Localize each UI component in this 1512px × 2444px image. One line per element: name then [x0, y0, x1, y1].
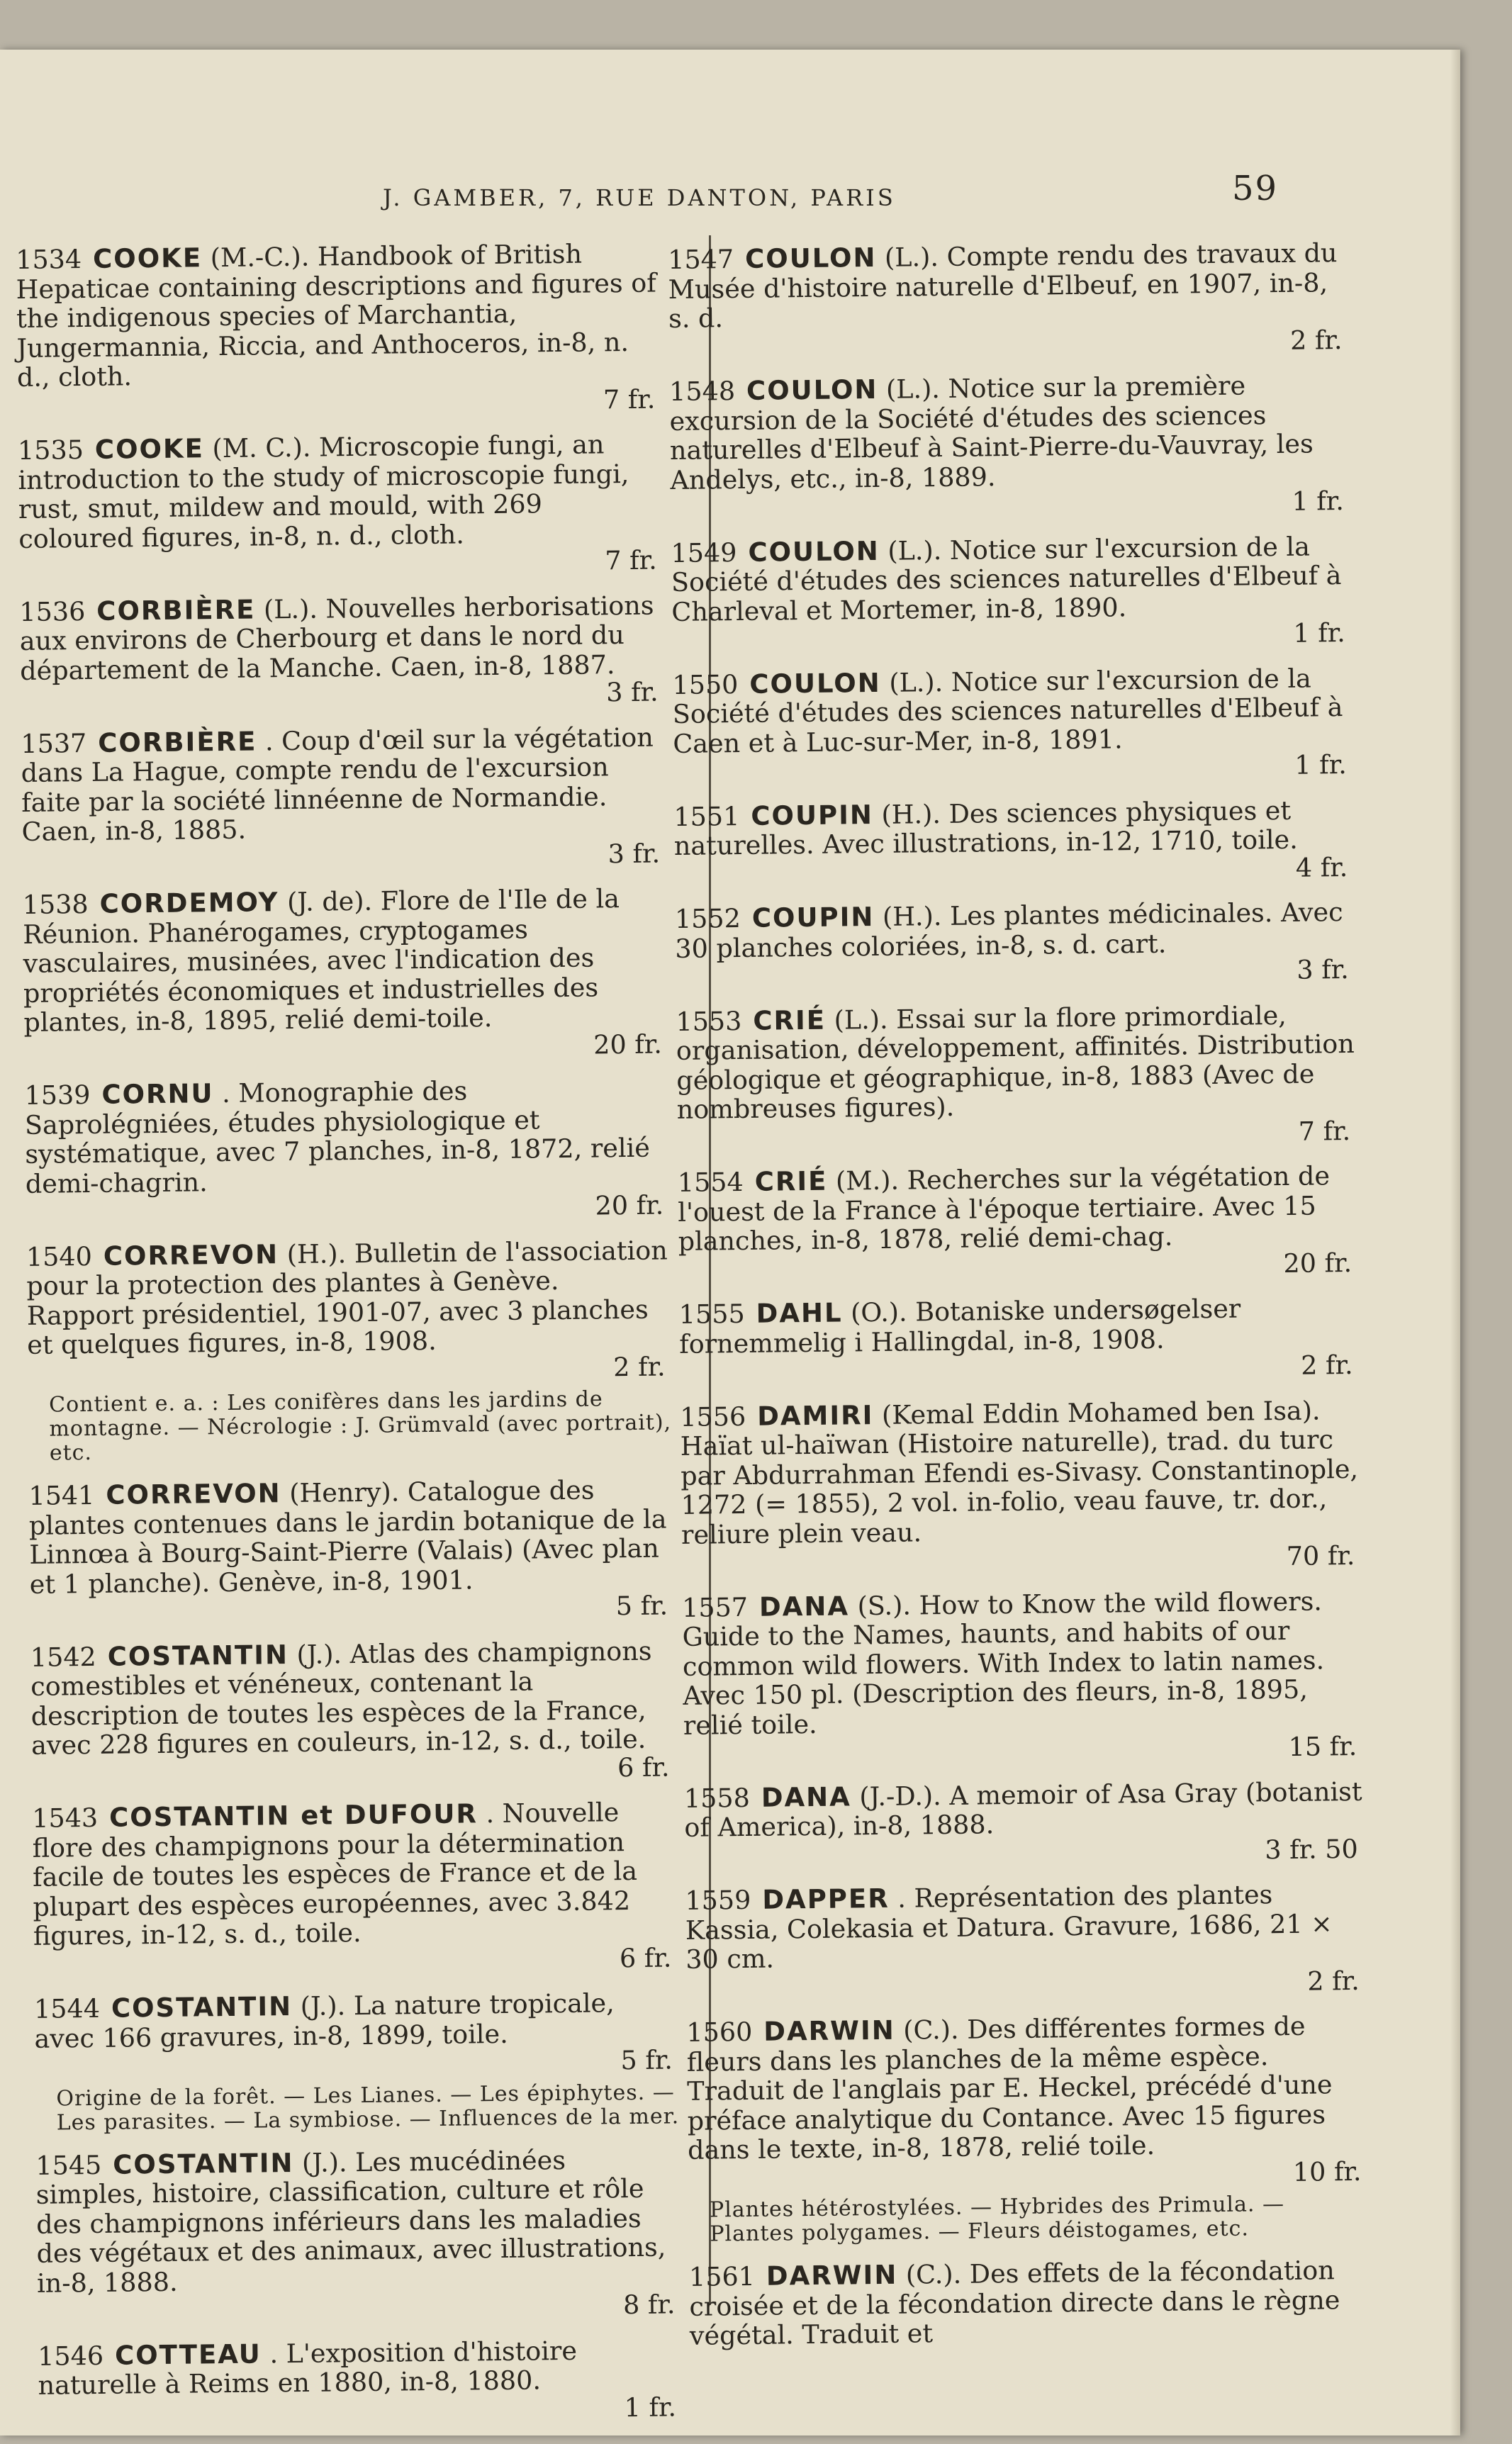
entry-description: . Représentation des plantes Kassia, Colekasia et Datura. Gravure, 1686, 21 × 30 cm.	[685, 1879, 1333, 1975]
entry-number: 1545	[35, 2149, 102, 2181]
entry-body	[30, 1636, 677, 1761]
entry-price: 6 fr.	[619, 1941, 672, 1973]
entry-description: (J.). La nature tropicale, avec 166 gravures, in-8, 1899, toile.	[34, 1988, 615, 2054]
entry-description: (J. de). Flore de l'Ile de la Réunion. Phanérogames, cryptogames vasculaires, musinées, avec l'indication des propriétés économiques et industrielles des plantes, in-8, 1895, relié demi-toile.	[22, 883, 620, 1038]
catalog-entry	[18, 429, 664, 581]
entry-description: (H.). Des sciences physiques et naturelles. Avec illustrations, in-12, 1710, toile.	[673, 795, 1298, 861]
entry-price: 7 fr.	[603, 383, 656, 415]
catalog-entry	[671, 531, 1353, 654]
entry-number: 1539	[24, 1079, 91, 1111]
entry-number: 1537	[21, 727, 87, 759]
entry-description: (Kemal Eddin Mohamed ben Isa). Haïat ul-haïwan (Histoire naturelle), trad. du turc par Abdurrahman Efendi es-Sivasy. Constantinople, 1272 (= 1855), 2 vol. in-folio, veau fauve, tr. dor., reliure plein veau.	[680, 1394, 1359, 1550]
catalog-entry	[24, 1074, 671, 1226]
entry-price: 2 fr.	[613, 1350, 666, 1382]
entry-author: CRIÉ	[753, 1004, 827, 1036]
entry-body	[684, 1776, 1365, 1842]
entry-body	[675, 897, 1356, 963]
entry-price: 10 fr.	[1292, 2156, 1362, 2187]
catalog-entry	[685, 1879, 1367, 2002]
entry-price: 7 fr.	[1298, 1115, 1351, 1147]
entry-description: (L.). Essai sur la flore primordiale, organisation, développement, affinités. Distribution géologique et géographique, in-8, 1883 (Avec de nombreuses figures).	[676, 999, 1355, 1125]
entry-number: 1559	[685, 1884, 751, 1916]
entry-author: DANA	[761, 1781, 851, 1813]
entry-description: (L.). Notice sur la première excursion de la Société d'études des sciences naturelles d'Elbeuf à Saint-Pierre-du-Vauvray, les Andelys, etc., in-8, 1889.	[669, 370, 1314, 495]
entry-author: DARWIN	[763, 2014, 895, 2047]
catalog-entry	[678, 1161, 1360, 1284]
entry-body	[26, 1235, 673, 1360]
entry-price: 70 fr.	[1286, 1540, 1355, 1571]
catalog-entry	[684, 1776, 1365, 1871]
entry-body	[18, 429, 664, 554]
entry-author: CORREVON	[106, 1478, 281, 1510]
entry-author: CORDEMOY	[99, 887, 279, 919]
entry-author: COUPIN	[751, 799, 874, 831]
entry-number: 1540	[26, 1240, 93, 1272]
entry-author: CORREVON	[103, 1238, 279, 1272]
catalog-entry	[21, 722, 667, 875]
entry-number: 1548	[668, 376, 736, 407]
entry-number: 1546	[37, 2340, 104, 2372]
entry-description: (M.). Recherches sur la végétation de l'ouest de la France à l'époque tertiaire. Avec 15 planches, in-8, 1878, relié demi-chag.	[678, 1160, 1331, 1257]
entry-number: 1547	[667, 244, 734, 275]
entry-body	[686, 2011, 1368, 2165]
left-column	[16, 238, 683, 2443]
entry-price: 2 fr.	[1300, 1349, 1353, 1381]
entry-number: 1536	[19, 595, 86, 627]
catalog-entry	[676, 999, 1357, 1153]
entry-body	[671, 531, 1352, 627]
entry-number: 1534	[15, 244, 82, 275]
entry-number: 1555	[678, 1298, 745, 1330]
entry-number: 1552	[674, 902, 741, 934]
entry-description: (H.). Bulletin de l'association pour la protection des plantes à Genève. Rapport présidentiel, 1901-07, avec 3 planches et quelques figures, in-8, 1908.	[26, 1234, 668, 1360]
entry-body	[679, 1293, 1360, 1359]
entry-body	[672, 663, 1353, 758]
entry-description: (L.). Nouvelles herborisations aux environs de Cherbourg et dans le nord du département de la Manche. Caen, in-8, 1887.	[19, 590, 654, 686]
entry-description: (H.). Les plantes médicinales. Avec 30 planches coloriées, in-8, s. d. cart.	[675, 897, 1343, 964]
catalog-entry	[34, 1988, 681, 2135]
catalog-page	[0, 50, 1460, 2435]
entry-price: 1 fr.	[1293, 617, 1346, 649]
entry-author: COSTANTIN	[113, 2147, 294, 2180]
entry-description: (M. C.). Microscopie fungi, an introduction to the study of microscopie fungi, rust, smut, mildew and mould, with 269 coloured figures, in-8, n. d., cloth.	[18, 429, 629, 554]
entry-description: (M.-C.). Handbook of British Hepaticae containing descriptions and figures of the indigenous species of Marchantia, Jungermannia, Riccia, and Anthoceros, in-8, n. d., cloth.	[16, 238, 656, 393]
entry-price: 1 fr.	[1292, 486, 1345, 517]
entry-number: 1554	[677, 1166, 744, 1198]
entry-author: DAHL	[756, 1297, 843, 1329]
entry-body	[23, 883, 669, 1037]
entry-price: 3 fr.	[607, 838, 661, 869]
entry-body	[685, 1879, 1366, 1975]
entry-price: 5 fr.	[615, 1590, 668, 1622]
entry-author: DAMIRI	[756, 1399, 874, 1432]
catalog-entry	[35, 2144, 683, 2326]
entry-author: COSTANTIN et DUFOUR	[108, 1798, 478, 1833]
catalog-entry	[668, 238, 1350, 361]
entry-body	[16, 238, 662, 392]
catalog-entry	[680, 1395, 1362, 1577]
entry-description: . L'exposition d'histoire naturelle à Reims en 1880, in-8, 1880.	[38, 2335, 578, 2401]
entry-price: 7 fr.	[605, 544, 657, 576]
entry-description: (L.). Notice sur l'excursion de la Société d'études des sciences naturelles d'Elbeuf à Caen et à Luc-sur-Mer, in-8, 1891.	[672, 663, 1343, 759]
running-head: J. GAMBER, 7, RUE DANTON, PARIS	[383, 184, 896, 211]
entry-author: COSTANTIN	[107, 1639, 289, 1672]
entry-price: 3 fr.	[606, 676, 659, 708]
entry-body	[682, 1586, 1364, 1740]
entry-number: 1549	[671, 537, 737, 568]
entry-author: COUPIN	[751, 902, 875, 934]
entry-price: 1 fr.	[624, 2391, 677, 2423]
entry-body	[668, 238, 1349, 334]
catalog-entry	[686, 2011, 1369, 2247]
entry-description: (C.). Des effets de la fécondation croisée et de la fécondation directe dans le règne végétal. Traduit et	[689, 2255, 1340, 2351]
entry-author: COULON	[749, 667, 881, 700]
catalog-entry	[675, 897, 1356, 992]
entry-note: Origine de la forêt. — Les Lianes. — Les épiphytes. — Les parasites. — La symbiose. — Influences de la mer.	[56, 2079, 680, 2136]
catalog-entry	[682, 1586, 1365, 1768]
entry-author: CORBIÈRE	[98, 725, 257, 758]
entry-description: . Coup d'œil sur la végétation dans La Hague, compte rendu de l'excursion faite par la société linnéenne de Normandie. Caen, in-8, 1885.	[21, 722, 654, 847]
entry-author: DARWIN	[766, 2259, 898, 2292]
entry-description: (L.). Notice sur l'excursion de la Société d'études des sciences naturelles d'Elbeuf à Charleval et Mortemer, in-8, 1890.	[671, 531, 1342, 627]
entry-author: COULON	[744, 242, 877, 274]
entry-author: COOKE	[94, 433, 205, 465]
entry-author: CORNU	[101, 1078, 214, 1110]
entry-price: 3 fr.	[1297, 953, 1349, 985]
catalog-entry	[689, 2255, 1370, 2351]
entry-body	[28, 1474, 675, 1599]
entry-price: 3 fr. 50	[1265, 1833, 1358, 1865]
page-number: 59	[1232, 169, 1279, 208]
entry-body	[21, 722, 667, 847]
entry-description: (O.). Botaniske undersøgelser fornemmelig i Hallingdal, in-8, 1908.	[679, 1293, 1241, 1360]
entry-number: 1558	[683, 1782, 751, 1814]
entry-author: COTTEAU	[114, 2338, 262, 2371]
catalog-entry	[38, 2335, 683, 2428]
entry-number: 1553	[676, 1005, 742, 1037]
entry-body	[678, 1161, 1359, 1257]
entry-body	[689, 2255, 1370, 2351]
catalog-entry	[669, 370, 1351, 523]
entry-price: 20 fr.	[1283, 1247, 1353, 1279]
entry-price: 1 fr.	[1294, 749, 1347, 780]
entry-body	[669, 370, 1351, 495]
entry-price: 15 fr.	[1288, 1730, 1357, 1762]
entry-author: COULON	[748, 535, 880, 568]
entry-author: CRIÉ	[754, 1165, 828, 1197]
entry-description: (J.). Atlas des champignons comestibles et vénéneux, contenant la description de toutes les espèces de la France, avec 228 figures en couleurs, in-12, s. d., toile.	[30, 1635, 652, 1761]
entry-description: (L.). Compte rendu des travaux du Musée d'histoire naturelle d'Elbeuf, en 1907, in-8, s. d.	[668, 237, 1338, 334]
entry-number: 1543	[32, 1802, 99, 1834]
entry-number: 1538	[22, 888, 89, 920]
entry-number: 1550	[672, 668, 739, 700]
entry-price: 2 fr.	[1289, 324, 1343, 356]
entry-note: Contient e. a. : Les conifères dans les jardins de montagne. — Nécrologie : J. Grümvald (avec portrait), etc.	[48, 1386, 672, 1466]
entry-body	[34, 1988, 680, 2053]
entry-body	[673, 795, 1355, 861]
catalog-entry	[16, 238, 663, 420]
catalog-entry	[672, 663, 1354, 786]
entry-author: COSTANTIN	[111, 1991, 293, 2024]
entry-price: 4 fr.	[1295, 851, 1348, 883]
entry-number: 1557	[681, 1591, 749, 1623]
entry-number: 1541	[28, 1479, 95, 1511]
entry-body	[32, 1797, 678, 1951]
catalog-entry	[32, 1797, 679, 1979]
entry-description: (Henry). Catalogue des plantes contenues dans le jardin botanique de la Linnœa à Bourg-Saint-Pierre (Valais) (Avec plan et 1 planche). Genève, in-8, 1901.	[28, 1474, 667, 1600]
entry-price: 20 fr.	[593, 1028, 663, 1060]
entry-author: CORBIÈRE	[96, 593, 256, 627]
entry-description: (C.). Des différentes formes de fleurs dans les planches de la même espèce. Traduit de l'anglais par E. Heckel, précédé d'une préface analytique du Contance. Avec 15 figures dans le texte, in-8, 1878, relié toile.	[686, 2010, 1333, 2165]
entry-description: . Monographie des Saprolégniées, études physiologique et systématique, avec 7 planches, in-8, 1872, relié demi-chagrin.	[24, 1075, 651, 1199]
entry-author: DAPPER	[762, 1883, 890, 1915]
entry-number: 1551	[673, 800, 740, 832]
entry-author: DANA	[758, 1590, 850, 1622]
entry-description: . Nouvelle flore des champignons pour la détermination facile de toutes les espèces de France et de la plupart des espèces européennes, avec 3.842 figures, in-12, s. d., toile.	[32, 1797, 638, 1951]
entry-author: COULON	[746, 374, 878, 406]
entry-body	[24, 1074, 671, 1199]
right-column	[668, 238, 1370, 2366]
entry-body	[680, 1395, 1362, 1549]
entry-price: 5 fr.	[620, 2044, 673, 2076]
entry-number: 1556	[680, 1401, 746, 1433]
entry-price: 6 fr.	[617, 1751, 670, 1783]
catalog-entry	[26, 1235, 673, 1466]
entry-price: 20 fr.	[595, 1189, 664, 1221]
catalog-entry	[673, 795, 1355, 889]
catalog-entry	[19, 590, 666, 714]
catalog-entry	[30, 1636, 677, 1788]
entry-number: 1561	[688, 2260, 756, 2292]
entry-body	[38, 2335, 683, 2401]
catalog-entry	[679, 1293, 1360, 1387]
catalog-entry	[23, 883, 670, 1065]
entry-price: 8 fr.	[622, 2289, 676, 2321]
entry-number: 1544	[33, 1992, 101, 2024]
entry-author: COOKE	[92, 242, 203, 274]
entry-body	[19, 590, 665, 685]
entry-number: 1542	[30, 1641, 96, 1673]
entry-number: 1560	[686, 2016, 753, 2048]
entry-body	[676, 999, 1357, 1124]
entry-description: (S.). How to Know the wild flowers. Guide to the Names, haunts, and habits of our common wild flowers. With Index to latin names. Avec 150 pl. (Description des fleurs, in-8, 1895, relié toile.	[682, 1585, 1325, 1741]
catalog-entry	[28, 1474, 675, 1627]
entry-description: (J.). Les mucédinées simples, histoire, classification, culture et rôle des champignons inférieurs dans les maladies des végétaux et des animaux, avec illustrations, in-8, 1888.	[35, 2144, 666, 2299]
entry-price: 2 fr.	[1307, 1965, 1360, 1997]
entry-description: (J.-D.). A memoir of Asa Gray (botanist of America), in-8, 1888.	[684, 1776, 1362, 1843]
entry-body	[35, 2144, 682, 2298]
entry-number: 1535	[17, 435, 84, 466]
entry-note: Plantes hétérostylées. — Hybrides des Primula. — Plantes polygames. — Fleurs déistogames, etc.	[709, 2192, 1285, 2247]
